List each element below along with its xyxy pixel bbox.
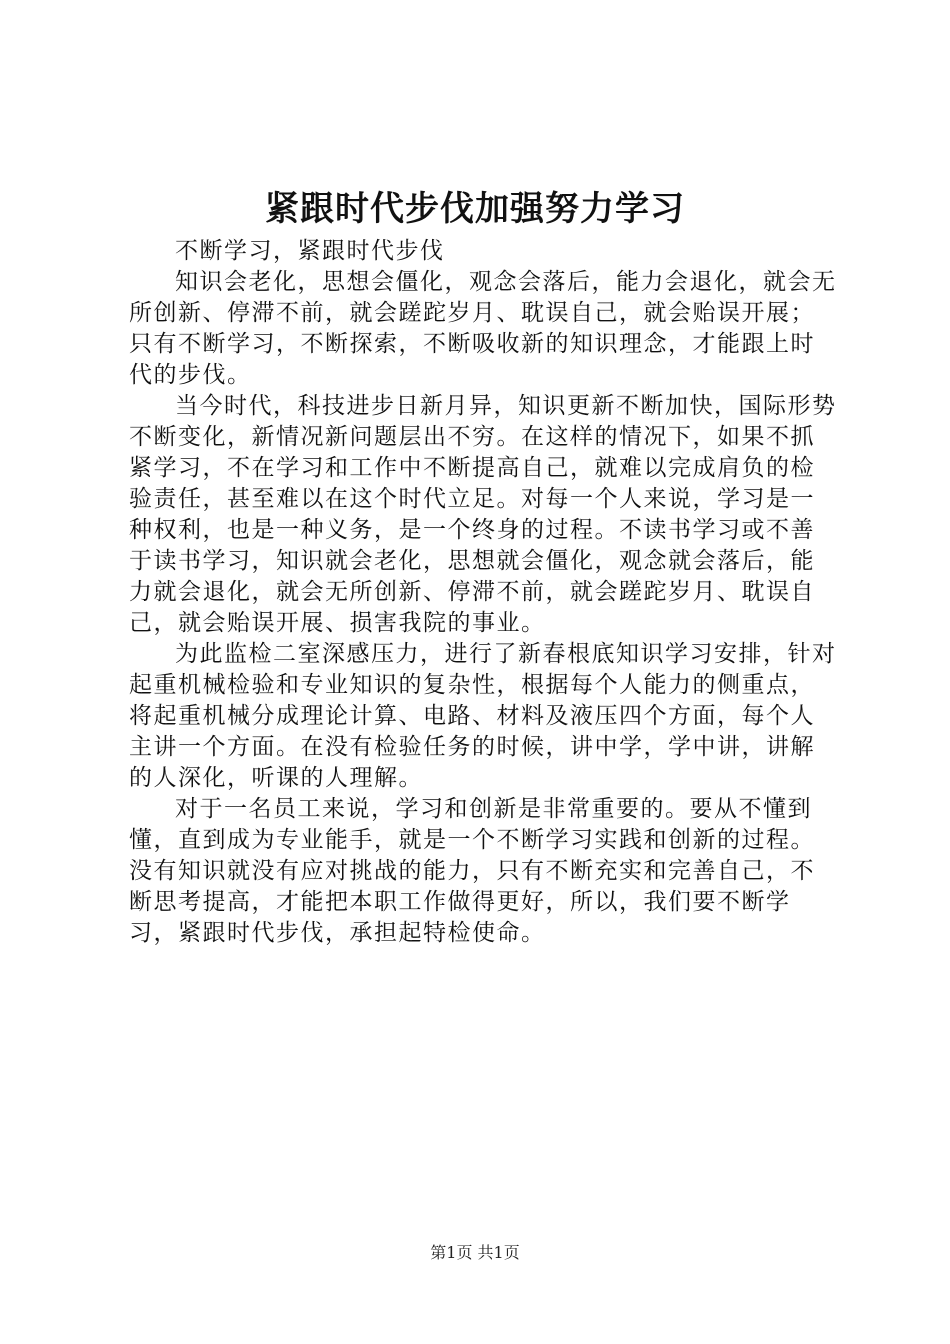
document-body (129, 236, 839, 949)
document-title: 紧跟时代步伐加强努力学习 (265, 189, 685, 229)
paragraph: 知识会老化，思想会僵化，观念会落后，能力会退化，就会无所创新、停滞不前，就会蹉跎岁月、耽误自己，就会贻误开展；只有不断学习，不断探索，不断吸收新的知识理念，才能跟上时代的步伐。 (129, 269, 837, 388)
paragraph: 为此监检二室深感压力，进行了新春根底知识学习安排，针对起重机械检验和专业知识的复杂性，根据每个人能力的侧重点，将起重机械分成理论计算、电路、材料及液压四个方面，每个人主讲一个方面。在没有检验任务的时候，讲中学，学中讲，讲解的人深化，听课的人理解。 (129, 641, 837, 791)
paragraph: 对于一名员工来说，学习和创新是非常重要的。要从不懂到懂，直到成为专业能手，就是一个不断学习实践和创新的过程。没有知识就没有应对挑战的能力，只有不断充实和完善自己，不断思考提高，才能把本职工作做得更好，所以，我们要不断学习，紧跟时代步伐，承担起特检使命。 (129, 796, 815, 946)
paragraph: 当今时代，科技进步日新月异，知识更新不断加快，国际形势不断变化，新情况新问题层出不穷。在这样的情况下，如果不抓紧学习，不在学习和工作中不断提高自己，就难以完成肩负的检验责任，甚至难以在这个时代立足。对每一个人来说，学习是一种权利，也是一种义务，是一个终身的过程。不读书学习或不善于读书学习，知识就会老化，思想就会僵化，观念就会落后，能力就会退化，就会无所创新、停滞不前，就会蹉跎岁月、耽误自己，就会贻误开展、损害我院的事业。 (129, 393, 837, 636)
paragraph: 不断学习，紧跟时代步伐 (175, 238, 445, 264)
page-footer: 第1页 共1页 (430, 1243, 520, 1262)
